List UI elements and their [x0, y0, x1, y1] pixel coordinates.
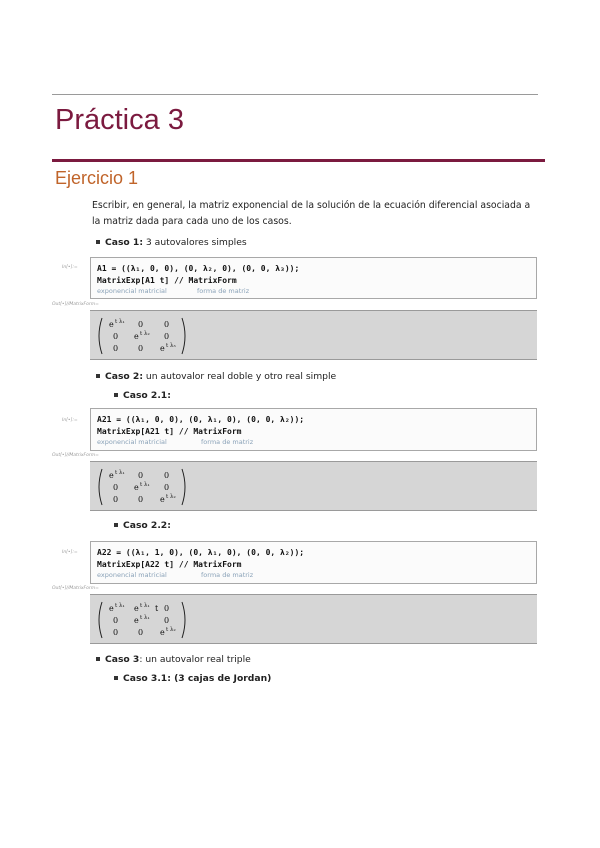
- matrix-entry: 0: [113, 616, 119, 625]
- case-2-bullet: [96, 371, 336, 382]
- matrix-entry: 0: [164, 332, 170, 341]
- matrix-entry: 0: [113, 483, 119, 492]
- matrix-output: [96, 467, 196, 507]
- output-label: Out[•]//MatrixForm=: [52, 586, 99, 591]
- matrix-exponent: t λ₁: [140, 615, 150, 621]
- case-label: Caso 3.1: (3 cajas de Jordan): [123, 673, 272, 684]
- input-label: In[•]:=: [62, 265, 78, 270]
- matrix-entry: e: [134, 616, 139, 625]
- matrix-entry: e: [109, 320, 114, 329]
- matrix-entry: e: [109, 604, 114, 613]
- matrix-entry: 0: [113, 495, 119, 504]
- matrix-entry: e: [134, 332, 139, 341]
- case-text: : un autovalor real triple: [139, 654, 251, 665]
- bullet-square-icon: [96, 240, 100, 244]
- output-cell-1[interactable]: [90, 310, 537, 360]
- matrix-entry: 0: [138, 628, 144, 637]
- bullet-square-icon: [96, 374, 100, 378]
- matrix-exponent: t λ₁: [140, 482, 150, 488]
- matrix-exponent: t λ₂: [166, 494, 176, 500]
- autocomplete-hint-matrixexp[interactable]: exponencial matricial: [97, 438, 167, 446]
- code-line-2[interactable]: MatrixExp[A1 t] // MatrixForm: [97, 276, 237, 285]
- bullet-square-icon: [114, 676, 118, 680]
- top-divider: [52, 94, 538, 95]
- input-cell-2[interactable]: [90, 408, 537, 451]
- matrix-exponent: t λ₂: [140, 331, 150, 337]
- case-label: Caso 1:: [105, 237, 143, 248]
- intro-paragraph: Escribir, en general, la matriz exponencial de la solución de la ecuación diferencial asociada a la matriz dada para cada uno de los casos.: [92, 200, 531, 227]
- case-label: Caso 3: [105, 654, 140, 665]
- matrix-entry: 0: [164, 320, 170, 329]
- output-cell-2[interactable]: [90, 461, 537, 511]
- matrix-svg: [96, 600, 196, 640]
- section-heading: Ejercicio 1: [55, 168, 139, 188]
- matrix-entry: 0: [113, 628, 119, 637]
- matrix-entry: 0: [138, 320, 144, 329]
- matrix-entry: 0: [164, 616, 170, 625]
- input-cell-1[interactable]: [90, 257, 537, 299]
- matrix-entry: e: [109, 471, 114, 480]
- matrix-exponent: t λ₁: [115, 319, 125, 325]
- matrix-entry: 0: [138, 471, 144, 480]
- matrix-exponent: t λ₁: [140, 603, 150, 609]
- input-label: In[•]:=: [62, 418, 78, 423]
- right-paren: [182, 602, 185, 638]
- matrix-exponent: t λ₁: [115, 603, 125, 609]
- case-2-1-bullet: [114, 390, 171, 401]
- matrix-exponent: t λ₁: [115, 470, 125, 476]
- matrix-entry: 0: [113, 344, 119, 353]
- matrix-entry: 0: [138, 495, 144, 504]
- code-line-2[interactable]: MatrixExp[A21 t] // MatrixForm: [97, 427, 242, 436]
- case-label: Caso 2:: [105, 371, 143, 382]
- matrix-exponent: t λ₃: [166, 343, 176, 349]
- autocomplete-hint-matrixexp[interactable]: exponencial matricial: [97, 571, 167, 579]
- matrix-entry: 0: [138, 344, 144, 353]
- page-title: Práctica 3: [55, 104, 184, 136]
- matrix-entry: e: [160, 495, 165, 504]
- case-2-2-bullet: [114, 520, 171, 531]
- bullet-square-icon: [96, 657, 100, 661]
- code-line-1[interactable]: A1 = ((λ₁, 0, 0), (0, λ₂, 0), (0, 0, λ₃));: [97, 264, 300, 273]
- bullet-square-icon: [114, 523, 118, 527]
- autocomplete-hint-matrixform[interactable]: forma de matriz: [197, 287, 250, 295]
- case-text: 3 autovalores simples: [143, 237, 247, 248]
- matrix-entry-factor: t: [155, 604, 159, 613]
- matrix-entry: e: [134, 483, 139, 492]
- left-paren: [99, 469, 102, 505]
- input-label: In[•]:=: [62, 550, 78, 555]
- matrix-entry: 0: [164, 471, 170, 480]
- code-line-1[interactable]: A21 = ((λ₁, 0, 0), (0, λ₁, 0), (0, 0, λ₂));: [97, 415, 305, 424]
- matrix-entry: e: [160, 344, 165, 353]
- autocomplete-hint-matrixform[interactable]: forma de matriz: [201, 438, 254, 446]
- input-cell-3[interactable]: [90, 541, 537, 584]
- case-3-bullet: [96, 654, 251, 665]
- left-paren: [99, 602, 102, 638]
- case-label: Caso 2.2:: [123, 520, 171, 531]
- output-label: Out[•]//MatrixForm=: [52, 453, 99, 458]
- code-line-2[interactable]: MatrixExp[A22 t] // MatrixForm: [97, 560, 242, 569]
- matrix-output: [96, 600, 196, 640]
- case-1-bullet: [96, 237, 247, 248]
- matrix-entry: 0: [113, 332, 119, 341]
- right-paren: [182, 318, 185, 354]
- matrix-entry: 0: [164, 483, 170, 492]
- output-cell-3[interactable]: [90, 594, 537, 644]
- matrix-entry: e: [134, 604, 139, 613]
- autocomplete-hint-matrixexp[interactable]: exponencial matricial: [97, 287, 167, 295]
- output-label: Out[•]//MatrixForm=: [52, 302, 99, 307]
- title-rule: [52, 159, 545, 162]
- bullet-square-icon: [114, 393, 118, 397]
- right-paren: [182, 469, 185, 505]
- case-3-1-bullet: [114, 673, 271, 684]
- case-text: un autovalor real doble y otro real simple: [143, 371, 337, 382]
- matrix-entry: 0: [164, 604, 170, 613]
- left-paren: [99, 318, 102, 354]
- matrix-svg: [96, 316, 196, 356]
- matrix-svg: [96, 467, 196, 507]
- matrix-output: [96, 316, 196, 356]
- matrix-entry: e: [160, 628, 165, 637]
- code-line-1[interactable]: A22 = ((λ₁, 1, 0), (0, λ₁, 0), (0, 0, λ₂));: [97, 548, 305, 557]
- matrix-exponent: t λ₂: [166, 627, 176, 633]
- autocomplete-hint-matrixform[interactable]: forma de matriz: [201, 571, 254, 579]
- case-label: Caso 2.1:: [123, 390, 171, 401]
